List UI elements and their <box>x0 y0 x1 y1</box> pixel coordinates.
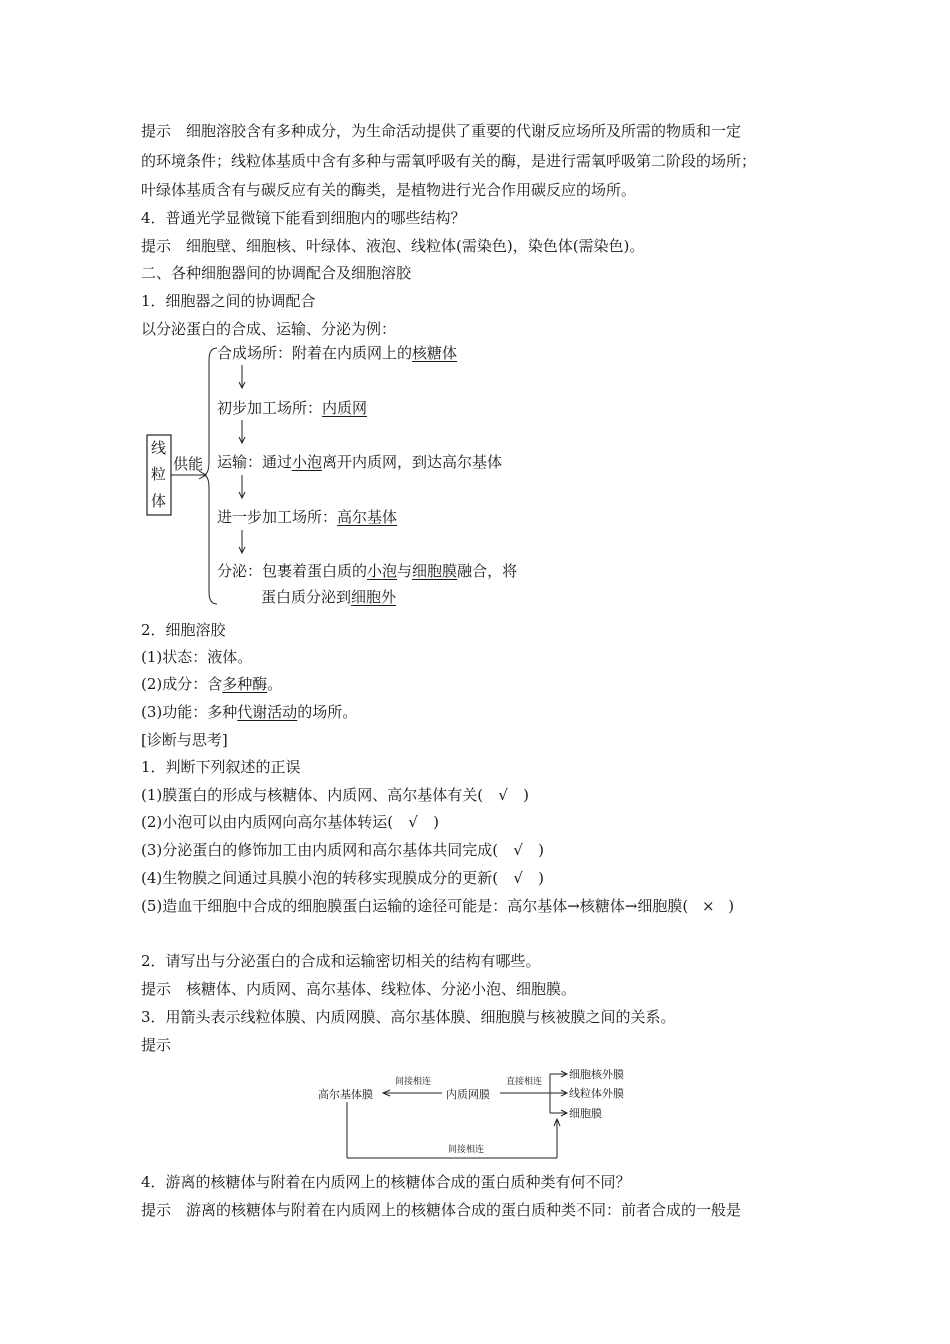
judge-item-3 <box>141 840 821 860</box>
judge-item-1-close: ) <box>523 786 529 804</box>
judge-item-5-text: (5)造血干细胞中合成的细胞膜蛋白运输的途径可能是：高尔基体→核糖体→细胞膜( <box>141 897 689 915</box>
ribosome-term: 核糖体 <box>412 344 458 362</box>
hint-line-1: 提示 细胞溶胶含有多种成分，为生命活动提供了重要的代谢反应场所及所需的物质和一定 <box>141 122 742 140</box>
answer-2: 提示 核糖体、内质网、高尔基体、线粒体、分泌小泡、细胞膜。 <box>141 980 577 998</box>
judge-item-2 <box>141 812 821 832</box>
judge-item-4-mark: √ <box>513 869 523 887</box>
flow-step-secretion-mid: 与 <box>397 562 413 580</box>
flow-step-further-text: 进一步加工场所： <box>217 508 338 526</box>
er-membrane-label: 内质网膜 <box>446 1088 490 1101</box>
judge-item-4-close: ) <box>538 869 544 887</box>
cytosol-function <box>141 702 821 722</box>
cytosol-heading: 2．细胞溶胶 <box>141 621 226 639</box>
judge-item-4 <box>141 868 821 888</box>
secretory-protein-flow-diagram <box>141 340 571 610</box>
judge-item-1-mark: √ <box>498 786 508 804</box>
judge-item-1 <box>141 785 821 805</box>
question-4b: 4．游离的核糖体与附着在内质网上的核糖体合成的蛋白质种类有何不同？ <box>141 1173 631 1191</box>
flow-step-initial-processing <box>217 398 367 418</box>
flow-step-secretion-cont <box>261 587 396 607</box>
diagnosis-heading: [诊断与思考] <box>141 731 228 749</box>
cytosol-state: (1)状态：液体。 <box>141 648 253 666</box>
flow-step-secretion-cont-text: 蛋白质分泌到 <box>261 588 352 606</box>
flow-intro: 以分泌蛋白的合成、运输、分泌为例： <box>141 320 397 338</box>
golgi-membrane-label: 高尔基体膜 <box>318 1088 373 1101</box>
question-2: 2．请写出与分泌蛋白的合成和运输密切相关的结构有哪些。 <box>141 952 541 970</box>
judge-question: 1．判断下列叙述的正误 <box>141 758 301 776</box>
judge-item-4-text: (4)生物膜之间通过具膜小泡的转移实现膜成分的更新( <box>141 869 499 887</box>
mitochondria-box-char-1: 线 <box>151 439 167 457</box>
judge-item-5 <box>141 896 816 916</box>
mitochondria-box-char-2: 粒 <box>151 465 167 483</box>
flow-step-secretion <box>217 561 517 581</box>
question-4: 4．普通光学显微镜下能看到细胞内的哪些结构？ <box>141 209 466 227</box>
cytosol-composition-end: 。 <box>267 675 283 693</box>
flow-step-transport-text: 运输：通过 <box>217 453 293 471</box>
er-term: 内质网 <box>322 399 368 417</box>
vesicle-term-2: 小泡 <box>367 562 398 580</box>
flow-step-synthesis <box>217 343 457 363</box>
subheading-coordination: 1．细胞器之间的协调配合 <box>141 292 316 310</box>
nuclear-membrane-label: 细胞核外膜 <box>569 1068 624 1081</box>
answer-4: 提示 细胞壁、细胞核、叶绿体、液泡、线粒体(需染色)，染色体(需染色)。 <box>141 237 645 255</box>
flow-step-further-processing <box>217 507 397 527</box>
judge-item-2-close: ) <box>433 813 439 831</box>
judge-item-2-text: (2)小泡可以由内质网向高尔基体转运( <box>141 813 394 831</box>
direct-connection-label: 直接相连 <box>506 1077 543 1087</box>
flow-step-secretion-text: 分泌：包裹着蛋白质的 <box>217 562 368 580</box>
indirect-connection-label-2: 间接相连 <box>448 1145 485 1155</box>
flow-step-initial-text: 初步加工场所： <box>217 399 323 417</box>
answer-4b: 提示 游离的核糖体与附着在内质网上的核糖体合成的蛋白质种类不同：前者合成的一般是 <box>141 1201 742 1219</box>
judge-item-3-text: (3)分泌蛋白的修饰加工由内质网和高尔基体共同完成( <box>141 841 499 859</box>
golgi-term: 高尔基体 <box>337 508 398 526</box>
judge-item-1-text: (1)膜蛋白的形成与核糖体、内质网、高尔基体有关( <box>141 786 484 804</box>
judge-item-3-mark: √ <box>513 841 523 859</box>
indirect-connection-label-1: 间接相连 <box>395 1077 432 1087</box>
cell-membrane-term: 细胞膜 <box>412 562 458 580</box>
cytosol-function-text: (3)功能：多种 <box>141 703 238 721</box>
flow-step-synthesis-text: 合成场所：附着在内质网上的 <box>217 344 413 362</box>
extracellular-term: 细胞外 <box>351 588 397 606</box>
cell-membrane-label: 细胞膜 <box>569 1107 602 1120</box>
flow-step-transport <box>217 452 502 472</box>
energy-label: 供能 <box>173 455 204 473</box>
mito-membrane-label: 线粒体外膜 <box>569 1087 624 1100</box>
hint-line-3: 叶绿体基质含有与碳反应有关的酶类，是植物进行光合作用碳反应的场所。 <box>141 181 637 199</box>
mitochondria-box-char-3: 体 <box>151 492 167 510</box>
flow-step-transport-suffix: 离开内质网，到达高尔基体 <box>322 453 503 471</box>
enzymes-term: 多种酶 <box>222 675 268 693</box>
hint-line-2: 的环境条件；线粒体基质中含有多种与需氧呼吸有关的酶，是进行需氧呼吸第二阶段的场所； <box>141 152 757 170</box>
flow-step-secretion-suffix: 融合，将 <box>457 562 518 580</box>
cytosol-composition <box>141 674 821 694</box>
judge-item-2-mark: √ <box>408 813 418 831</box>
question-3: 3．用箭头表示线粒体膜、内质网膜、高尔基体膜、细胞膜与核被膜之间的关系。 <box>141 1008 676 1026</box>
judge-item-5-close: ) <box>728 897 735 915</box>
cytosol-composition-text: (2)成分：含 <box>141 675 223 693</box>
metabolism-term: 代谢活动 <box>237 703 298 721</box>
section-heading: 二、各种细胞器间的协调配合及细胞溶胶 <box>141 264 412 282</box>
vesicle-term: 小泡 <box>292 453 323 471</box>
cytosol-function-end: 的场所。 <box>297 703 358 721</box>
judge-item-5-mark: × <box>701 897 715 915</box>
membrane-relation-diagram <box>310 1060 640 1165</box>
answer-3-label: 提示 <box>141 1036 172 1054</box>
judge-item-3-close: ) <box>538 841 544 859</box>
